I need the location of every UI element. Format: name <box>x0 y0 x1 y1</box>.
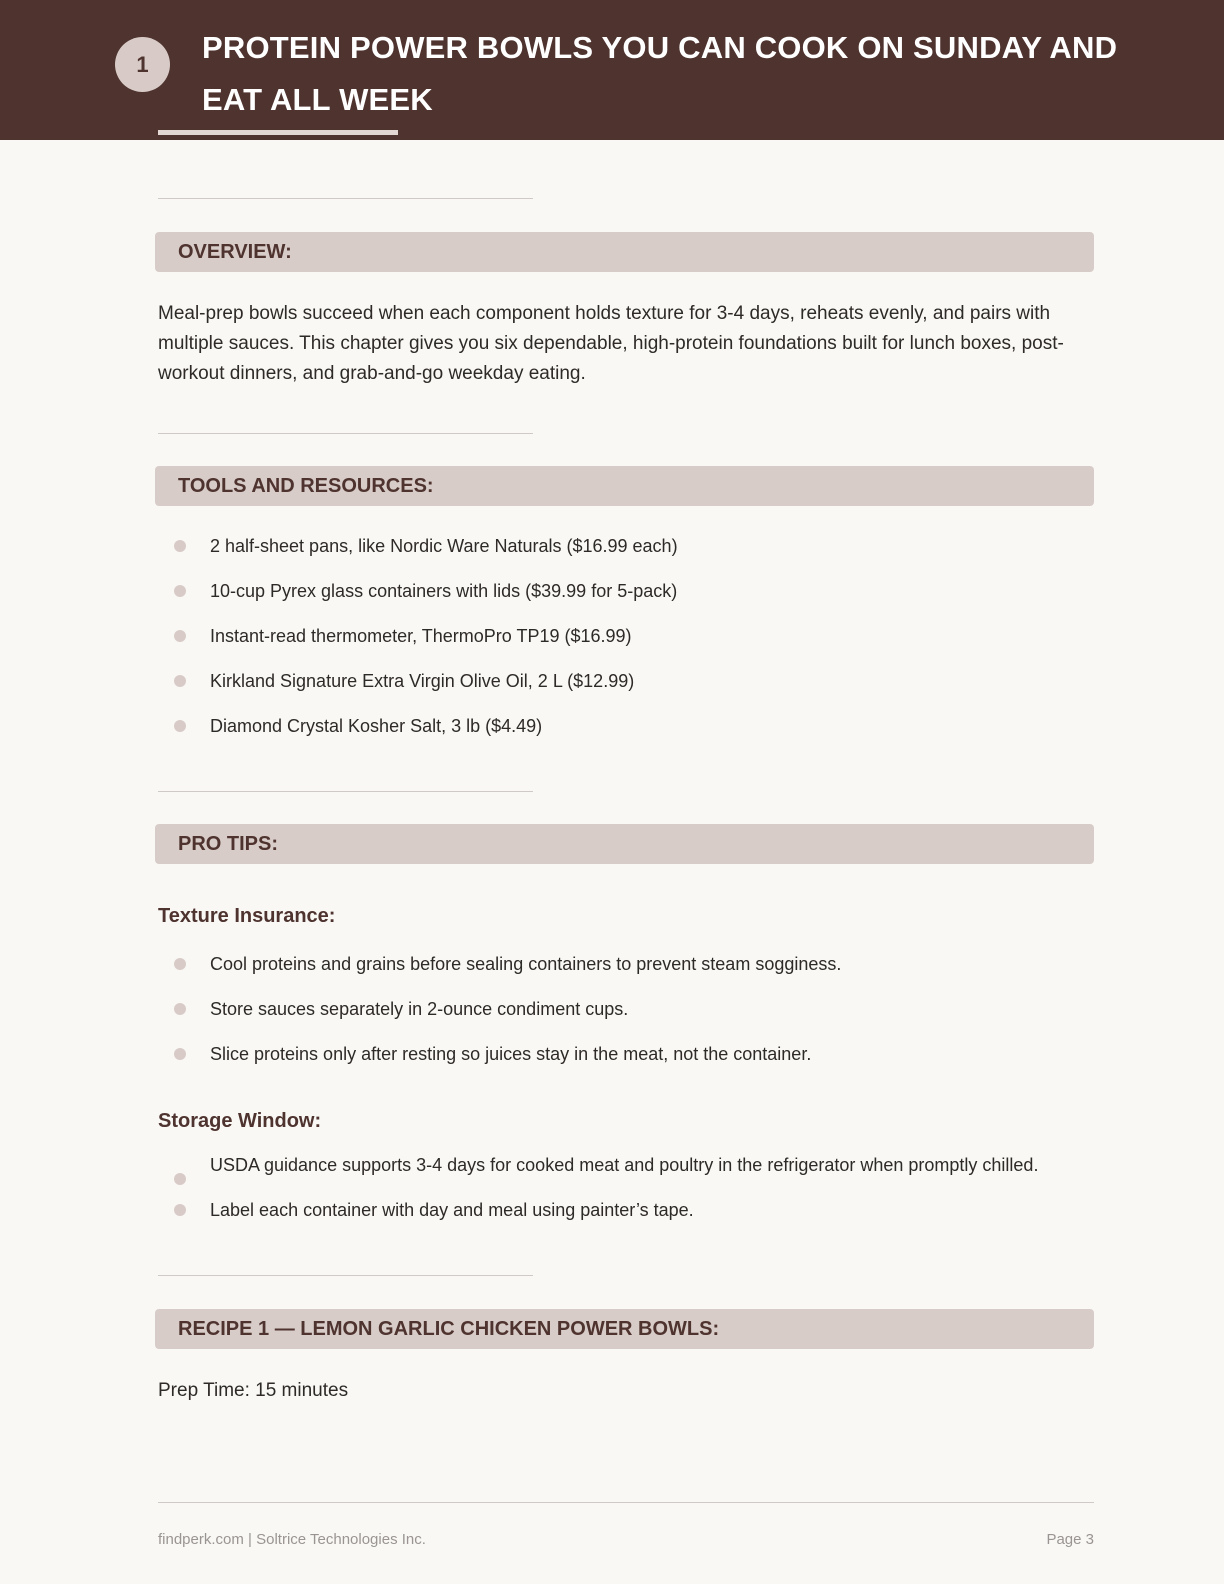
footer-publisher: findperk.com | Soltrice Technologies Inc. <box>158 1531 426 1548</box>
list-item <box>158 950 1094 978</box>
bullet-icon <box>174 630 186 642</box>
list-item-text: Cool proteins and grains before sealing containers to prevent steam sogginess. <box>210 954 842 974</box>
bullet-icon <box>174 1003 186 1015</box>
bullet-icon <box>174 1204 186 1216</box>
tools-heading: TOOLS AND RESOURCES: <box>155 466 1094 506</box>
list-item <box>158 577 1094 605</box>
tools-list <box>158 532 1094 740</box>
overview-heading: OVERVIEW: <box>155 232 1094 272</box>
bullet-icon <box>174 1173 186 1185</box>
list-item <box>158 622 1094 650</box>
bullet-icon <box>174 540 186 552</box>
section-divider <box>158 198 533 199</box>
list-item-text: Instant-read thermometer, ThermoPro TP19 ($16.99) <box>210 626 632 646</box>
list-item <box>158 1196 1094 1224</box>
bullet-icon <box>174 958 186 970</box>
list-item-text: Kirkland Signature Extra Virgin Olive Oil, 2 L ($12.99) <box>210 671 635 691</box>
list-item <box>158 1151 1094 1179</box>
list-item <box>158 532 1094 560</box>
recipe-heading: RECIPE 1 — LEMON GARLIC CHICKEN POWER BOWLS: <box>155 1309 1094 1349</box>
bullet-icon <box>174 1048 186 1060</box>
storage-tips-list <box>158 1151 1094 1224</box>
chapter-header <box>0 0 1224 140</box>
page-content <box>158 140 1094 1406</box>
list-item-text: Slice proteins only after resting so juices stay in the meat, not the container. <box>210 1044 812 1064</box>
texture-insurance-subheading: Texture Insurance: <box>158 905 336 927</box>
list-item-text: Label each container with day and meal using painter’s tape. <box>210 1200 694 1220</box>
chapter-title: PROTEIN POWER BOWLS YOU CAN COOK ON SUNDAY AND EAT ALL WEEK <box>202 30 1118 117</box>
list-item <box>158 1040 1094 1068</box>
bullet-icon <box>174 585 186 597</box>
list-item-text: 2 half-sheet pans, like Nordic Ware Naturals ($16.99 each) <box>210 536 678 556</box>
section-divider <box>158 1275 533 1276</box>
section-divider <box>158 791 533 792</box>
texture-tips-list <box>158 950 1094 1068</box>
bullet-icon <box>174 720 186 732</box>
storage-window-subheading: Storage Window: <box>158 1110 322 1132</box>
section-divider <box>158 433 533 434</box>
title-underline <box>158 130 398 135</box>
prep-time: Prep Time: 15 minutes <box>158 1380 349 1401</box>
list-item-text: Store sauces separately in 2-ounce condiment cups. <box>210 999 629 1019</box>
page-footer <box>158 1502 1094 1548</box>
chapter-number-badge: 1 <box>115 37 170 92</box>
list-item <box>158 995 1094 1023</box>
overview-paragraph: Meal-prep bowls succeed when each component holds texture for 3-4 days, reheats evenly, and pairs with multiple sauces. This chapter gives you six dependable, high-protein foundations built for lunch boxes, post-workout dinners, and grab-and-go weekday eating. <box>158 303 1064 384</box>
list-item-text: 10-cup Pyrex glass containers with lids ($39.99 for 5-pack) <box>210 581 678 601</box>
bullet-icon <box>174 675 186 687</box>
list-item-text: USDA guidance supports 3-4 days for cooked meat and poultry in the refrigerator when promptly chilled. <box>210 1155 1039 1175</box>
list-item-text: Diamond Crystal Kosher Salt, 3 lb ($4.49) <box>210 716 543 736</box>
list-item <box>158 712 1094 740</box>
page-number: Page 3 <box>1046 1531 1094 1548</box>
list-item <box>158 667 1094 695</box>
pro-tips-heading: PRO TIPS: <box>155 824 1094 864</box>
